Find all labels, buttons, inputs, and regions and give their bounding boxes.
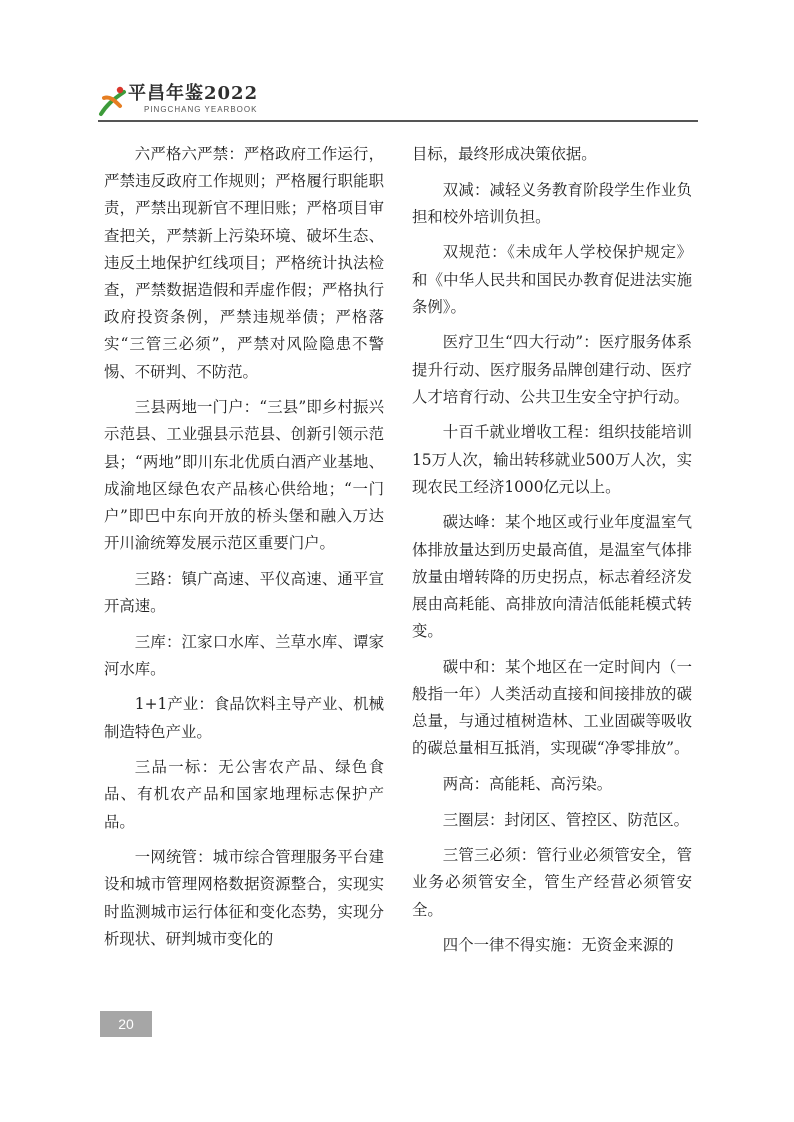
paragraph: 双减：减轻义务教育阶段学生作业负担和校外培训负担。 [412, 180, 692, 226]
paragraph: 碳中和：某个地区在一定时间内（一般指一年）人类活动直接和间接排放的碳总量，与通过植树造林、工业固碳等吸收的碳总量相互抵消，实现碳“净零排放”。 [412, 657, 692, 758]
paragraph: 六严格六严禁：严格政府工作运行，严禁违反政府工作规则；严格履行职能职责，严禁出现新官不理旧账；严格项目审查把关，严禁新上污染环境、破坏生态、违反土地保护红线项目；严格统计执法检查，严禁数据造假和弄虚作假；严格执行政府投资条例，严禁违规举债；严格落实“三管三必须”，严禁对风险隐患不警惕、不研判、不防范。 [104, 145, 384, 381]
paragraph-continuation: 目标，最终形成决策依据。 [412, 145, 597, 163]
yearbook-logo-icon [98, 84, 128, 118]
paragraph: 三路：镇广高速、平仪高速、通平宣开高速。 [104, 569, 384, 616]
yearbook-title: 平昌年鉴2022 [128, 83, 259, 104]
paragraph: 三圈层：封闭区、管控区、防范区。 [442, 810, 690, 829]
paragraph: 医疗卫生“四大行动”：医疗服务体系提升行动、医疗服务品牌创建行动、医疗人才培育行动、公共卫生安全守护行动。 [412, 333, 692, 406]
left-column [104, 141, 384, 961]
paragraph: 一网统管：城市综合管理服务平台建设和城市管理网格数据资源整合，实现实时监测城市运行体征和变化态势，实现分析现状、研判城市变化的 [104, 848, 384, 948]
paragraph: 双规范：《未成年人学校保护规定》和《中华人民共和国民办教育促进法实施条例》。 [412, 243, 692, 316]
paragraph: 三品一标：无公害农产品、绿色食品、有机农产品和国家地理标志保护产品。 [104, 758, 384, 831]
page-number: 20 [100, 1011, 152, 1037]
paragraph: 1+1产业：食品饮料主导产业、机械制造特色产业。 [104, 695, 384, 741]
paragraph: 四个一律不得实施：无资金来源的 [442, 936, 674, 955]
paragraph: 两高：高能耗、高污染。 [442, 775, 613, 793]
paragraph: 碳达峰：某个地区或行业年度温室气体排放量达到历史最高值，是温室气体排放量由增转降的历史拐点，标志着经济发展由高耗能、高排放向清洁低能耗模式转变。 [412, 513, 692, 641]
header-rule [98, 120, 698, 122]
right-column [412, 141, 692, 968]
yearbook-subtitle: PINGCHANG YEARBOOK [144, 105, 258, 114]
page-header [98, 84, 698, 124]
paragraph: 十百千就业增收工程：组织技能培训15万人次，输出转移就业500万人次，实现农民工经济1000亿元以上。 [412, 423, 692, 496]
paragraph: 三县两地一门户：“三县”即乡村振兴示范县、工业强县示范县、创新引领示范县；“两地”即川东北优质白酒产业基地、成渝地区绿色农产品核心供给地；“一门户”即巴中东向开放的桥头堡和融入万达开川渝统筹发展示范区重要门户。 [104, 398, 384, 553]
paragraph: 三管三必须：管行业必须管安全，管业务必须管安全，管生产经营必须管安全。 [412, 846, 692, 919]
paragraph: 三库：江家口水库、兰草水库、谭家河水库。 [104, 632, 384, 678]
